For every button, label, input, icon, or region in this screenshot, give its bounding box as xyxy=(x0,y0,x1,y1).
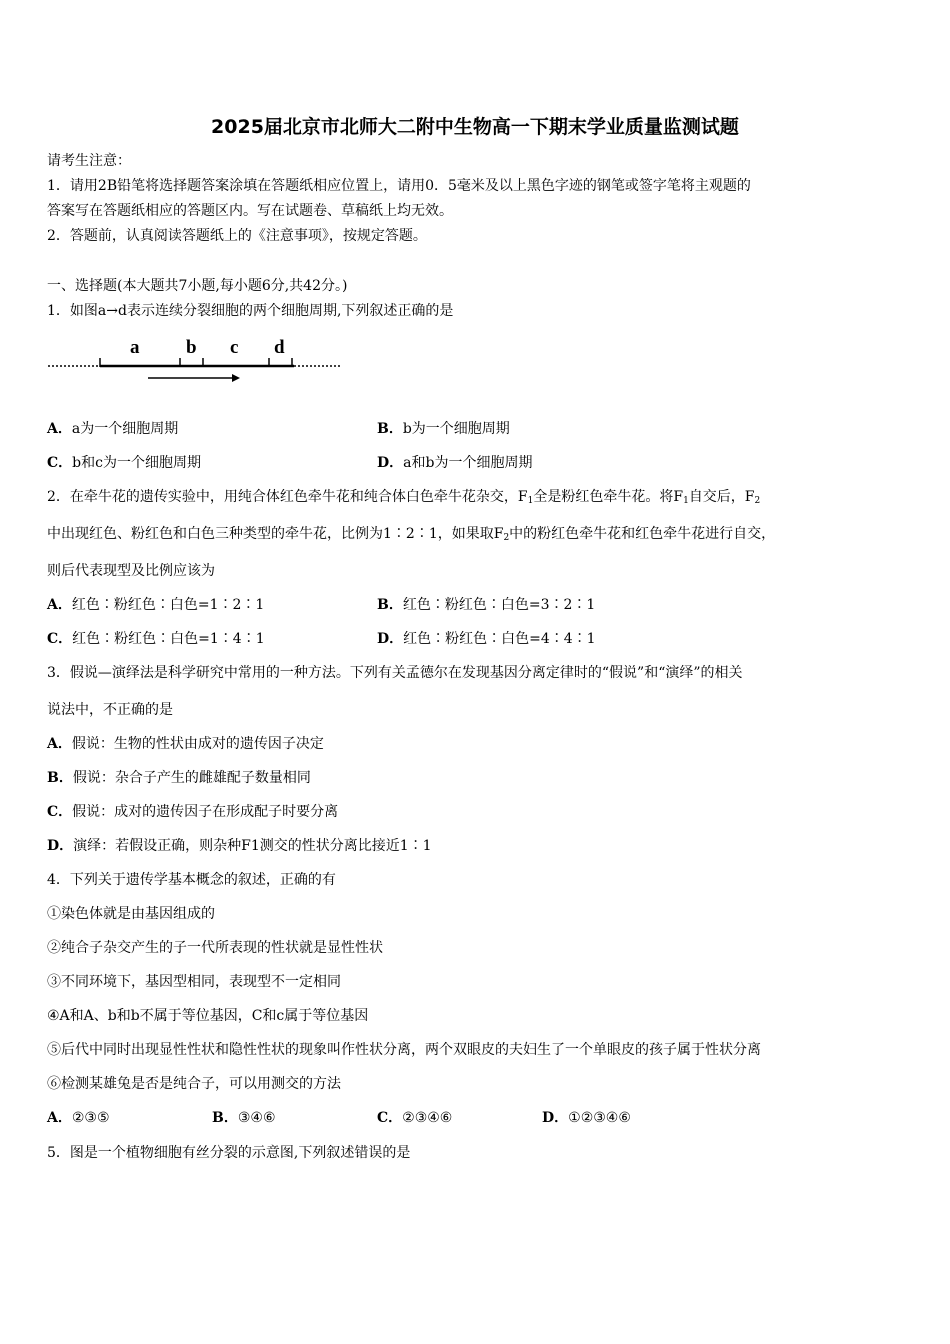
q2-option-a[interactable]: A．红色∶粉红色∶白色=1∶2∶1 xyxy=(47,597,265,613)
diagram-label-d: d xyxy=(274,337,285,358)
diagram-label-a: a xyxy=(130,337,140,358)
q4-statement-6: ⑥检测某雄兔是否是纯合子，可以用测交的方法 xyxy=(47,1076,341,1092)
q3-stem-line2: 说法中，不正确的是 xyxy=(47,702,173,718)
q3-option-c[interactable]: C．假说：成对的遗传因子在形成配子时要分离 xyxy=(47,804,339,820)
cell-cycle-diagram xyxy=(46,334,342,386)
q1-option-c[interactable]: C．b和c为一个细胞周期 xyxy=(47,455,201,471)
q2-option-c[interactable]: C．红色∶粉红色∶白色=1∶4∶1 xyxy=(47,631,265,647)
q4-statement-1: ①染色体就是由基因组成的 xyxy=(47,906,215,922)
q1-option-d[interactable]: D．a和b为一个细胞周期 xyxy=(377,455,533,471)
q3-stem-line1: 3．假说—演绎法是科学研究中常用的一种方法。下列有关孟德尔在发现基因分离定律时的“假说”和“演绎”的相关 xyxy=(47,665,743,681)
q4-option-c[interactable]: C．②③④⑥ xyxy=(377,1110,453,1126)
q4-stem: 4．下列关于遗传学基本概念的叙述，正确的有 xyxy=(47,872,336,888)
q4-option-b[interactable]: B．③④⑥ xyxy=(212,1110,276,1126)
diagram-label-b: b xyxy=(186,337,197,358)
notice-item-1: 1．请用2B铅笔将选择题答案涂填在答题纸相应位置上，请用0．5毫米及以上黑色字迹的钢笔或签字笔将主观题的 xyxy=(47,178,751,194)
q4-statement-4: ④A和A、b和b不属于等位基因，C和c属于等位基因 xyxy=(47,1008,369,1024)
q4-statement-3: ③不同环境下，基因型相同，表现型不一定相同 xyxy=(47,974,341,990)
q4-statement-5: ⑤后代中同时出现显性性状和隐性性状的现象叫作性状分离，两个双眼皮的夫妇生了一个单眼皮的孩子属于性状分离 xyxy=(47,1042,761,1058)
diagram-label-c: c xyxy=(230,337,239,358)
q1-stem: 1．如图a→d表示连续分裂细胞的两个细胞周期,下列叙述正确的是 xyxy=(47,303,454,319)
q4-option-a[interactable]: A．②③⑤ xyxy=(47,1110,110,1126)
q2-stem-line3: 则后代表现型及比例应该为 xyxy=(47,563,215,579)
q3-option-a[interactable]: A．假说：生物的性状由成对的遗传因子决定 xyxy=(47,736,324,752)
page-title: 2025届北京市北师大二附中生物高一下期末学业质量监测试题 xyxy=(211,116,739,138)
q4-option-d[interactable]: D．①②③④⑥ xyxy=(542,1110,631,1126)
q1-option-a[interactable]: A．a为一个细胞周期 xyxy=(47,421,179,437)
q4-statement-2: ②纯合子杂交产生的子一代所表现的性状就是显性性状 xyxy=(47,940,383,956)
q3-option-b[interactable]: B．假说：杂合子产生的雌雄配子数量相同 xyxy=(47,770,311,786)
q2-option-b[interactable]: B．红色∶粉红色∶白色=3∶2∶1 xyxy=(377,597,596,613)
notice-item-1-cont: 答案写在答题纸相应的答题区内。写在试题卷、草稿纸上均无效。 xyxy=(47,203,453,219)
q2-option-d[interactable]: D．红色∶粉红色∶白色=4∶4∶1 xyxy=(377,631,596,647)
notice-heading: 请考生注意： xyxy=(47,153,131,169)
arrow-head-icon xyxy=(232,374,240,382)
notice-item-2: 2．答题前，认真阅读答题纸上的《注意事项》，按规定答题。 xyxy=(47,228,427,244)
q2-stem-line1: 2．在牵牛花的遗传实验中，用纯合体红色牵牛花和纯合体白色牵牛花杂交，$F_1$全是粉红色牵牛花。将$F_1$自交后，$F_2$ xyxy=(47,489,761,506)
q1-option-b[interactable]: B．b为一个细胞周期 xyxy=(377,421,510,437)
q3-option-d[interactable]: D．演绎：若假设正确，则杂种F1测交的性状分离比接近1∶1 xyxy=(47,838,432,854)
section-heading: 一、选择题(本大题共7小题,每小题6分,共42分。) xyxy=(47,278,348,294)
q2-stem-line2: 中出现红色、粉红色和白色三种类型的牵牛花，比例为1∶2∶1，如果取$F_2$中的粉红色牵牛花和红色牵牛花进行自交， xyxy=(47,526,776,543)
q5-stem: 5．图是一个植物细胞有丝分裂的示意图,下列叙述错误的是 xyxy=(47,1145,411,1161)
